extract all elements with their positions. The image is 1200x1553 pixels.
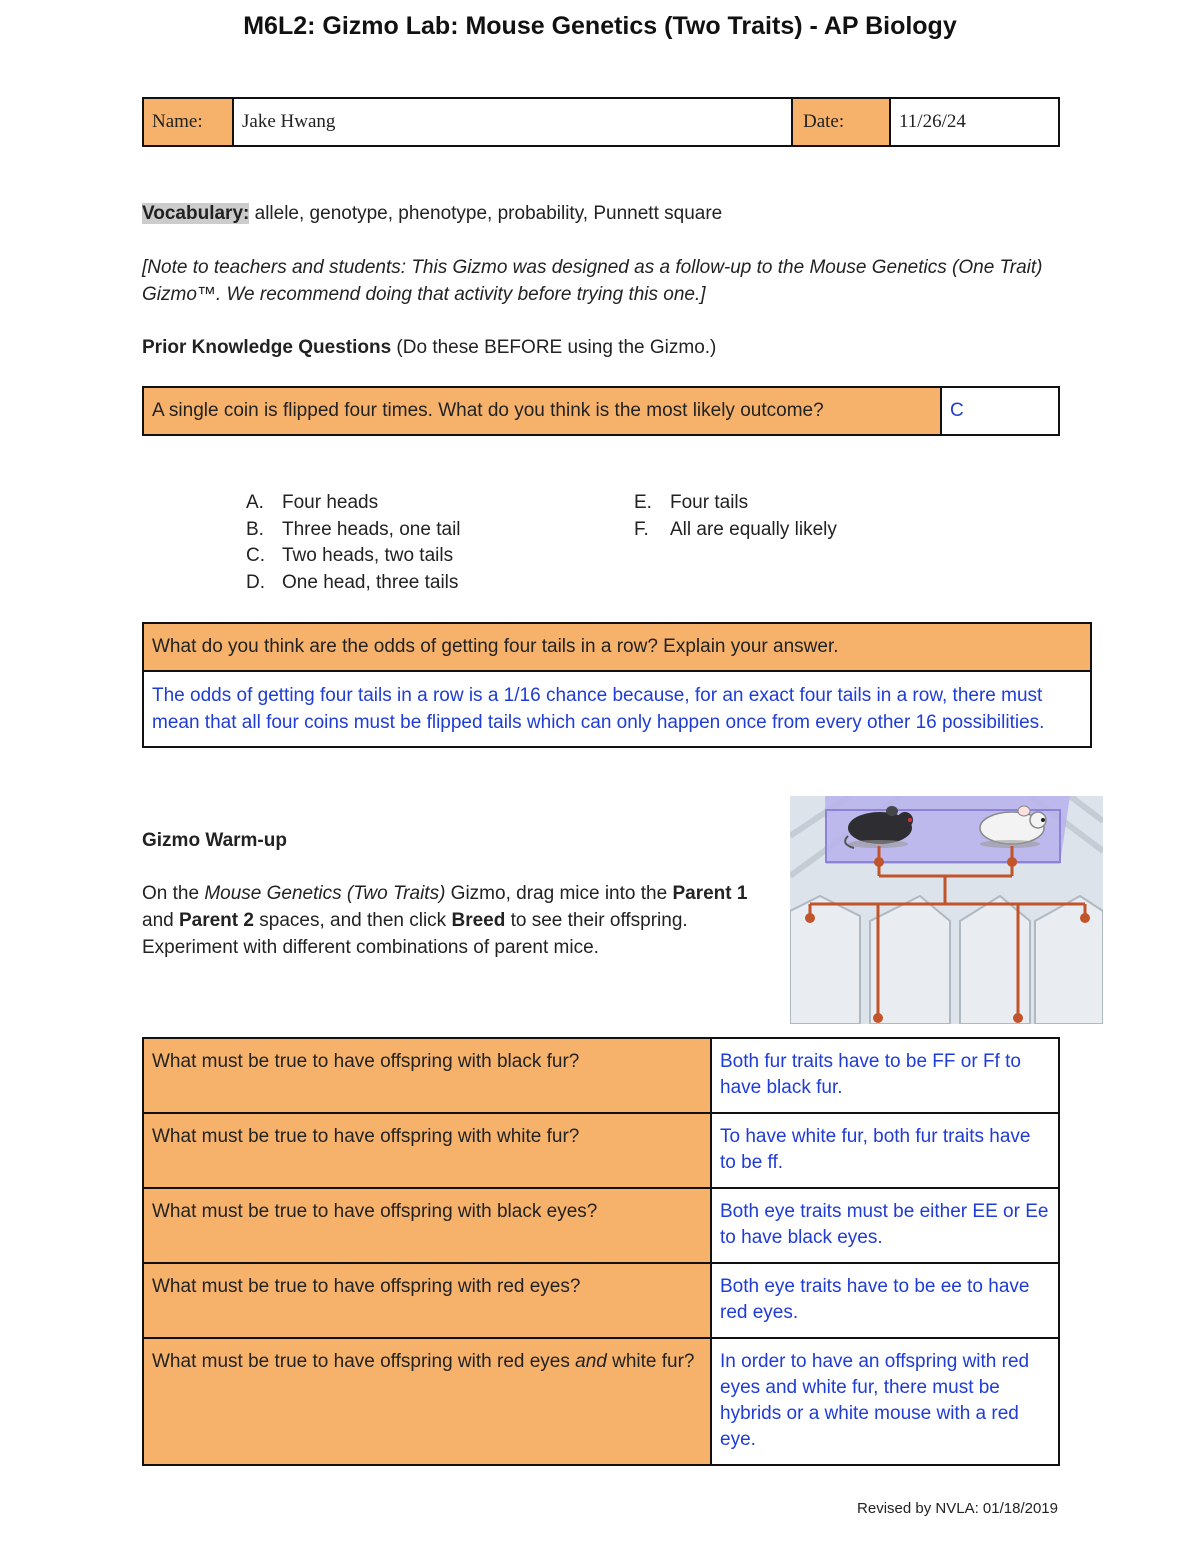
table-question: What must be true to have offspring with white fur? xyxy=(143,1113,711,1188)
question2-answer[interactable]: The odds of getting four tails in a row is a 1/16 chance because, for an exact four tails in a row, there must mean that all four coins must be flipped tails which can only happen once from every other 16 possibilities. xyxy=(143,671,1091,747)
table-row xyxy=(143,1263,1059,1338)
table-question-last: What must be true to have offspring with red eyes and white fur? xyxy=(143,1338,711,1465)
vocabulary-line xyxy=(142,200,1062,227)
table-row xyxy=(143,1113,1059,1188)
choice-item: D. One head, three tails xyxy=(246,571,459,593)
table-answer[interactable]: Both fur traits have to be FF or Ff to have black fur. xyxy=(711,1038,1059,1113)
table-answer-last[interactable]: In order to have an offspring with red eyes and white fur, there must be hybrids or a white mouse with a red eye. xyxy=(711,1338,1059,1465)
question2-table xyxy=(142,622,1092,748)
warmup-instructions: On the Mouse Genetics (Two Traits) Gizmo, drag mice into the Parent 1 and Parent 2 spaces, and then click Breed to see their offspring. Experiment with different combinations of parent mice. xyxy=(142,883,748,958)
header-table xyxy=(142,97,1060,147)
name-label: Name: xyxy=(143,98,233,146)
warmup-heading: Gizmo Warm-up xyxy=(142,830,287,851)
name-field[interactable]: Jake Hwang xyxy=(233,98,792,146)
prior-heading-bold: Prior Knowledge Questions xyxy=(142,337,392,358)
question1-text: A single coin is flipped four times. What do you think is the most likely outcome? xyxy=(143,387,941,435)
vocabulary-terms: allele, genotype, phenotype, probability, Punnett square xyxy=(249,203,723,224)
gizmo-screenshot-image xyxy=(790,796,1103,1024)
table-answer[interactable]: Both eye traits must be either EE or Ee to have black eyes. xyxy=(711,1188,1059,1263)
choice-item: E. Four tails xyxy=(634,492,749,513)
question1-table xyxy=(142,386,1060,436)
choice-item: A. Four heads xyxy=(246,492,379,513)
teacher-note: [Note to teachers and students: This Gizmo was designed as a follow-up to the Mouse Genetics (One Trait) Gizmo™. We recommend doing that activity before trying this one.] xyxy=(142,257,1043,305)
table-question: What must be true to have offspring with red eyes? xyxy=(143,1263,711,1338)
choice-item: F. All are equally likely xyxy=(634,518,837,540)
date-label: Date: xyxy=(792,98,890,146)
footer-revised: Revised by NVLA: 01/18/2019 xyxy=(857,1500,1058,1517)
table-row xyxy=(143,1188,1059,1263)
prior-knowledge-heading xyxy=(142,334,1042,361)
choice-item: C. Two heads, two tails xyxy=(246,545,454,566)
table-row xyxy=(143,1338,1059,1465)
table-row xyxy=(143,1038,1059,1113)
question2-text: What do you think are the odds of getting four tails in a row? Explain your answer. xyxy=(143,623,1091,671)
warmup-table xyxy=(142,1037,1060,1466)
table-answer[interactable]: Both eye traits have to be ee to have red eyes. xyxy=(711,1263,1059,1338)
vocabulary-label: Vocabulary: xyxy=(142,203,250,224)
page-title: M6L2: Gizmo Lab: Mouse Genetics (Two Traits) - AP Biology xyxy=(243,12,957,40)
date-field[interactable]: 11/26/24 xyxy=(890,98,1059,146)
choices-right xyxy=(634,490,994,543)
choice-item: B. Three heads, one tail xyxy=(246,518,461,540)
question1-answer[interactable]: C xyxy=(941,387,1059,435)
table-answer[interactable]: To have white fur, both fur traits have to be ff. xyxy=(711,1113,1059,1188)
table-question: What must be true to have offspring with black fur? xyxy=(143,1038,711,1113)
prior-subheading: (Do these BEFORE using the Gizmo.) xyxy=(391,337,717,358)
table-question: What must be true to have offspring with black eyes? xyxy=(143,1188,711,1263)
choices-left xyxy=(246,490,606,596)
